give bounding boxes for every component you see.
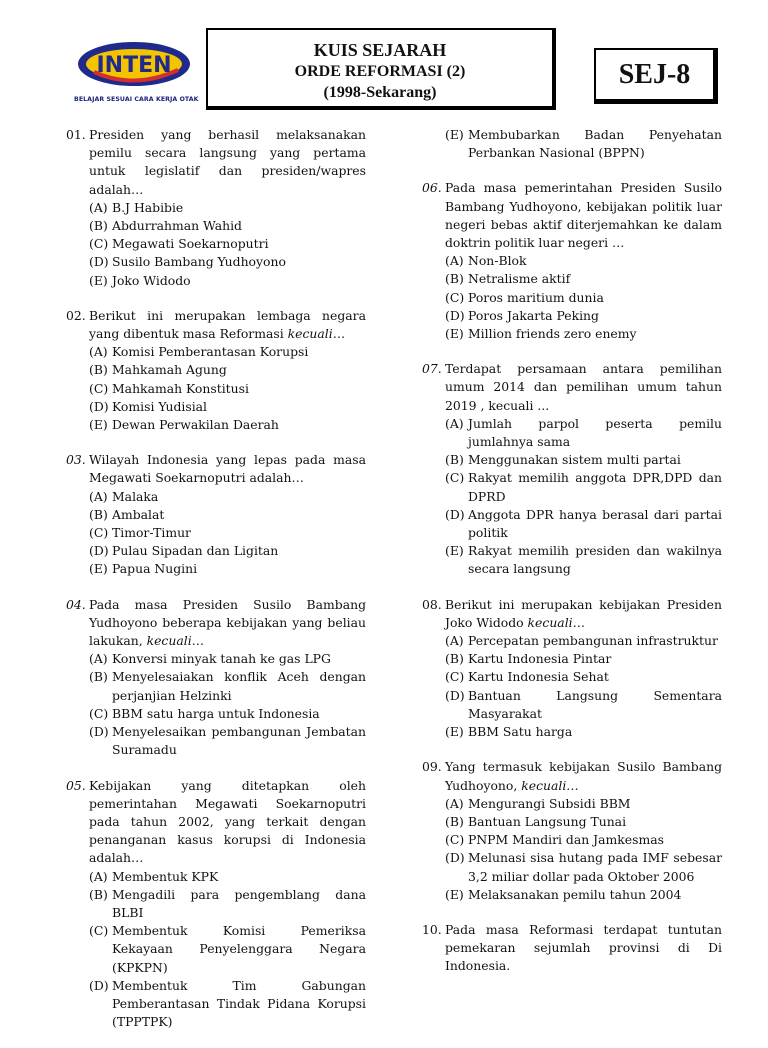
answer-option xyxy=(89,253,366,271)
question-number: 05. xyxy=(66,777,86,793)
option-label: (A) xyxy=(445,795,464,811)
question-item xyxy=(422,596,722,742)
answer-option xyxy=(89,488,366,506)
question-stem-italic: kecuali… xyxy=(521,777,579,793)
question-item xyxy=(66,307,366,434)
answer-option xyxy=(89,398,366,416)
option-label: (C) xyxy=(89,236,109,252)
option-label: (D) xyxy=(89,398,109,414)
option-label: (A) xyxy=(445,253,464,269)
option-text: Poros maritium dunia xyxy=(468,289,604,305)
option-label: (D) xyxy=(89,543,109,559)
option-text: Komisi Yudisial xyxy=(112,398,208,414)
answer-option xyxy=(445,542,722,578)
option-label: (C) xyxy=(445,470,465,486)
answer-option xyxy=(445,469,722,505)
answer-option xyxy=(89,977,366,1032)
answer-option xyxy=(445,126,722,162)
question-number: 09. xyxy=(422,759,442,775)
option-label: (B) xyxy=(89,886,108,902)
answer-option xyxy=(445,831,722,849)
option-label: (C) xyxy=(89,705,109,721)
option-text: Menggunakan sistem multi partai xyxy=(468,452,681,468)
question-item xyxy=(66,777,366,1032)
question-stem: Berikut ini merupakan lembaga negara yang dibentuk masa Reformasi kecuali… xyxy=(89,307,366,342)
question-stem: Terdapat persamaan antara pemilihan umum 2014 dan pemilihan umum tahun 2019 , kecuali ... xyxy=(445,361,722,413)
answer-option xyxy=(89,922,366,977)
answer-option xyxy=(445,325,722,343)
option-text: Membentuk KPK xyxy=(112,868,219,884)
quiz-code: SEJ-8 xyxy=(618,59,691,90)
option-text: Melunasi sisa hutang pada IMF sebesar 3,2 miliar dollar pada Oktober 2006 xyxy=(468,850,722,884)
answer-option xyxy=(445,632,722,650)
option-label: (D) xyxy=(89,724,109,740)
question-stem: Pada masa Presiden Susilo Bambang Yudhoyono beberapa kebijakan yang beliau lakukan, kecuali… xyxy=(89,596,366,649)
question-item xyxy=(422,921,722,976)
option-text: BBM Satu harga xyxy=(468,724,573,740)
page-period: (1998-Sekarang) xyxy=(323,84,437,101)
option-text: Membentuk Komisi Pemeriksa Kekayaan Penyelenggara Negara (KPKPN) xyxy=(112,923,366,975)
option-label: (B) xyxy=(89,506,108,522)
option-label: (A) xyxy=(89,651,108,667)
option-text: Konversi minyak tanah ke gas LPG xyxy=(112,651,331,667)
question-continuation xyxy=(422,126,722,162)
option-text: Menyelesaikan pembangunan Jembatan Suramadu xyxy=(112,724,366,758)
answer-option xyxy=(445,668,722,686)
answer-option xyxy=(89,272,366,290)
option-label: (E) xyxy=(445,886,464,902)
option-label: (B) xyxy=(445,651,464,667)
option-text: B.J Habibie xyxy=(112,199,184,215)
option-text: Non-Blok xyxy=(468,253,527,269)
option-text: Timor-Timur xyxy=(112,525,191,541)
option-text: Ambalat xyxy=(112,506,165,522)
option-text: Komisi Pemberantasan Korupsi xyxy=(112,344,309,360)
option-label: (C) xyxy=(445,832,465,848)
option-label: (B) xyxy=(89,218,108,234)
option-text: Melaksanakan pemilu tahun 2004 xyxy=(468,886,682,902)
option-label: (B) xyxy=(89,362,108,378)
answer-option xyxy=(89,542,366,560)
answer-option xyxy=(89,416,366,434)
answer-option xyxy=(89,217,366,235)
question-number: 10. xyxy=(422,921,442,937)
option-text: Mengurangi Subsidi BBM xyxy=(468,795,631,811)
left-column xyxy=(66,126,366,1048)
option-label: (B) xyxy=(445,813,464,829)
option-text: Kartu Indonesia Sehat xyxy=(468,669,609,685)
question-number: 04. xyxy=(66,596,86,612)
option-text: Mengadili para pengemblang dana BLBI xyxy=(112,886,366,920)
question-item xyxy=(66,451,366,578)
answer-option xyxy=(445,451,722,469)
inten-logo xyxy=(74,40,199,110)
quiz-code-box xyxy=(594,48,718,104)
answer-option xyxy=(445,270,722,288)
option-label: (A) xyxy=(445,415,464,431)
logo-text: INTEN xyxy=(96,53,172,78)
option-label: (E) xyxy=(89,272,108,288)
option-label: (C) xyxy=(445,669,465,685)
option-label: (D) xyxy=(89,977,109,993)
option-text: Pulau Sipadan dan Ligitan xyxy=(112,543,279,559)
answer-option xyxy=(89,506,366,524)
answer-option xyxy=(445,307,722,325)
answer-option xyxy=(445,289,722,307)
answer-option xyxy=(445,723,722,741)
option-label: (C) xyxy=(89,525,109,541)
option-label: (A) xyxy=(445,633,464,649)
question-item xyxy=(422,179,722,343)
option-text: Susilo Bambang Yudhoyono xyxy=(112,254,286,270)
answer-option xyxy=(445,813,722,831)
answer-option xyxy=(89,560,366,578)
option-text: Joko Widodo xyxy=(112,272,191,288)
question-stem: Kebijakan yang ditetapkan oleh pemerintahan Megawati Soekarnoputri pada tahun 2002, yang terkait dengan penanganan kasus korupsi di Indonesia adalah… xyxy=(89,777,366,866)
option-label: (D) xyxy=(445,850,465,866)
answer-option xyxy=(445,650,722,668)
answer-option xyxy=(445,687,722,723)
option-text: PNPM Mandiri dan Jamkesmas xyxy=(468,832,664,848)
option-label: (D) xyxy=(445,307,465,323)
option-text: Percepatan pembangunan infrastruktur xyxy=(468,633,718,649)
option-label: (E) xyxy=(445,724,464,740)
option-label: (E) xyxy=(445,543,464,559)
question-stem: Pada masa Reformasi terdapat tuntutan pemekaran sejumlah provinsi di Di Indonesia. xyxy=(445,921,722,974)
option-label: (A) xyxy=(89,488,108,504)
option-label: (D) xyxy=(445,506,465,522)
question-number: 07. xyxy=(422,361,442,377)
answer-option xyxy=(445,886,722,904)
option-text: Papua Nugini xyxy=(112,561,198,577)
title-box xyxy=(206,28,556,110)
page-title: KUIS SEJARAH xyxy=(313,40,447,60)
question-stem: Yang termasuk kebijakan Susilo Bambang Yudhoyono, kecuali… xyxy=(445,759,722,793)
option-text: Dewan Perwakilan Daerah xyxy=(112,417,279,433)
option-label: (A) xyxy=(89,199,108,215)
option-label: (C) xyxy=(445,289,465,305)
answer-option xyxy=(89,524,366,542)
answer-option xyxy=(89,361,366,379)
answer-option xyxy=(89,705,366,723)
question-number: 02. xyxy=(66,307,86,323)
answer-option xyxy=(445,252,722,270)
option-label: (E) xyxy=(445,127,464,142)
answer-option xyxy=(445,506,722,542)
option-label: (E) xyxy=(89,561,108,577)
option-text: Mahkamah Konstitusi xyxy=(112,380,249,396)
question-stem: Wilayah Indonesia yang lepas pada masa Megawati Soekarnoputri adalah… xyxy=(89,452,366,486)
question-stem: Pada masa pemerintahan Presiden Susilo Bambang Yudhoyono, kebijakan politik luar negeri bebas aktif diterjemahkan ke dalam doktrin politik luar negeri … xyxy=(445,180,722,251)
option-label: (C) xyxy=(89,923,109,939)
page-subtitle: ORDE REFORMASI (2) xyxy=(294,63,466,80)
question-item xyxy=(66,596,366,760)
option-text: Jumlah parpol peserta pemilu jumlahnya sama xyxy=(468,415,722,450)
option-text: Poros Jakarta Peking xyxy=(468,307,599,323)
option-text: Menyelesaiakan konflik Aceh dengan perjanjian Helzinki xyxy=(112,669,366,703)
option-text: Membubarkan Badan Penyehatan Perbankan Nasional (BPPN) xyxy=(468,127,722,161)
answer-option xyxy=(89,650,366,668)
right-column xyxy=(422,126,722,993)
option-label: (B) xyxy=(445,452,464,468)
answer-option xyxy=(89,668,366,704)
question-stem: Berikut ini merupakan kebijakan Presiden Joko Widodo kecuali… xyxy=(445,596,722,630)
question-number: 01. xyxy=(66,127,86,142)
option-text: Anggota DPR hanya berasal dari partai politik xyxy=(468,506,722,541)
option-label: (A) xyxy=(89,868,108,884)
question-stem: Presiden yang berhasil melaksanakan pemilu secara langsung yang pertama untuk legislatif dan presiden/wapres adalah… xyxy=(89,127,366,197)
question-stem-italic: kecuali… xyxy=(146,633,205,649)
option-text: Megawati Soekarnoputri xyxy=(112,236,269,252)
option-text: Abdurrahman Wahid xyxy=(112,218,242,234)
option-text: BBM satu harga untuk Indonesia xyxy=(112,705,320,721)
option-text: Membentuk Tim Gabungan Pemberantasan Tindak Pidana Korupsi (TPPTPK) xyxy=(112,977,366,1030)
answer-option xyxy=(445,849,722,885)
answer-option xyxy=(89,235,366,253)
option-text: Malaka xyxy=(112,488,159,504)
answer-option xyxy=(89,868,366,886)
option-label: (E) xyxy=(89,417,108,433)
answer-option xyxy=(445,795,722,813)
answer-option xyxy=(89,886,366,922)
option-label: (C) xyxy=(89,380,109,396)
inten-logo-icon xyxy=(74,40,194,96)
question-stem-italic: kecuali… xyxy=(527,614,586,630)
option-text: Million friends zero enemy xyxy=(468,326,637,342)
question-item xyxy=(66,126,366,290)
answer-option xyxy=(89,380,366,398)
option-label: (E) xyxy=(445,326,464,342)
option-label: (D) xyxy=(445,687,465,703)
answer-option xyxy=(89,199,366,217)
question-item xyxy=(422,758,722,904)
option-text: Mahkamah Agung xyxy=(112,362,227,378)
question-number: 03. xyxy=(66,452,86,468)
question-number: 08. xyxy=(422,596,442,612)
question-item xyxy=(422,360,722,578)
question-stem-italic: kecuali… xyxy=(287,326,346,342)
option-label: (D) xyxy=(89,254,109,270)
answer-option xyxy=(445,415,722,451)
answer-option xyxy=(89,343,366,361)
option-text: Rakyat memilih anggota DPR,DPD dan DPRD xyxy=(468,470,722,504)
option-text: Bantuan Langsung Tunai xyxy=(468,813,627,829)
answer-option xyxy=(89,723,366,759)
question-number: 06. xyxy=(422,180,442,196)
option-text: Netralisme aktif xyxy=(468,271,571,287)
option-label: (B) xyxy=(89,669,108,685)
option-text: Rakyat memilih presiden dan wakilnya secara langsung xyxy=(468,543,722,577)
option-label: (B) xyxy=(445,271,464,287)
logo-tagline: BELAJAR SESUAI CARA KERJA OTAK xyxy=(74,96,199,103)
option-text: Bantuan Langsung Sementara Masyarakat xyxy=(468,687,722,721)
option-label: (A) xyxy=(89,344,108,360)
option-text: Kartu Indonesia Pintar xyxy=(468,651,612,667)
